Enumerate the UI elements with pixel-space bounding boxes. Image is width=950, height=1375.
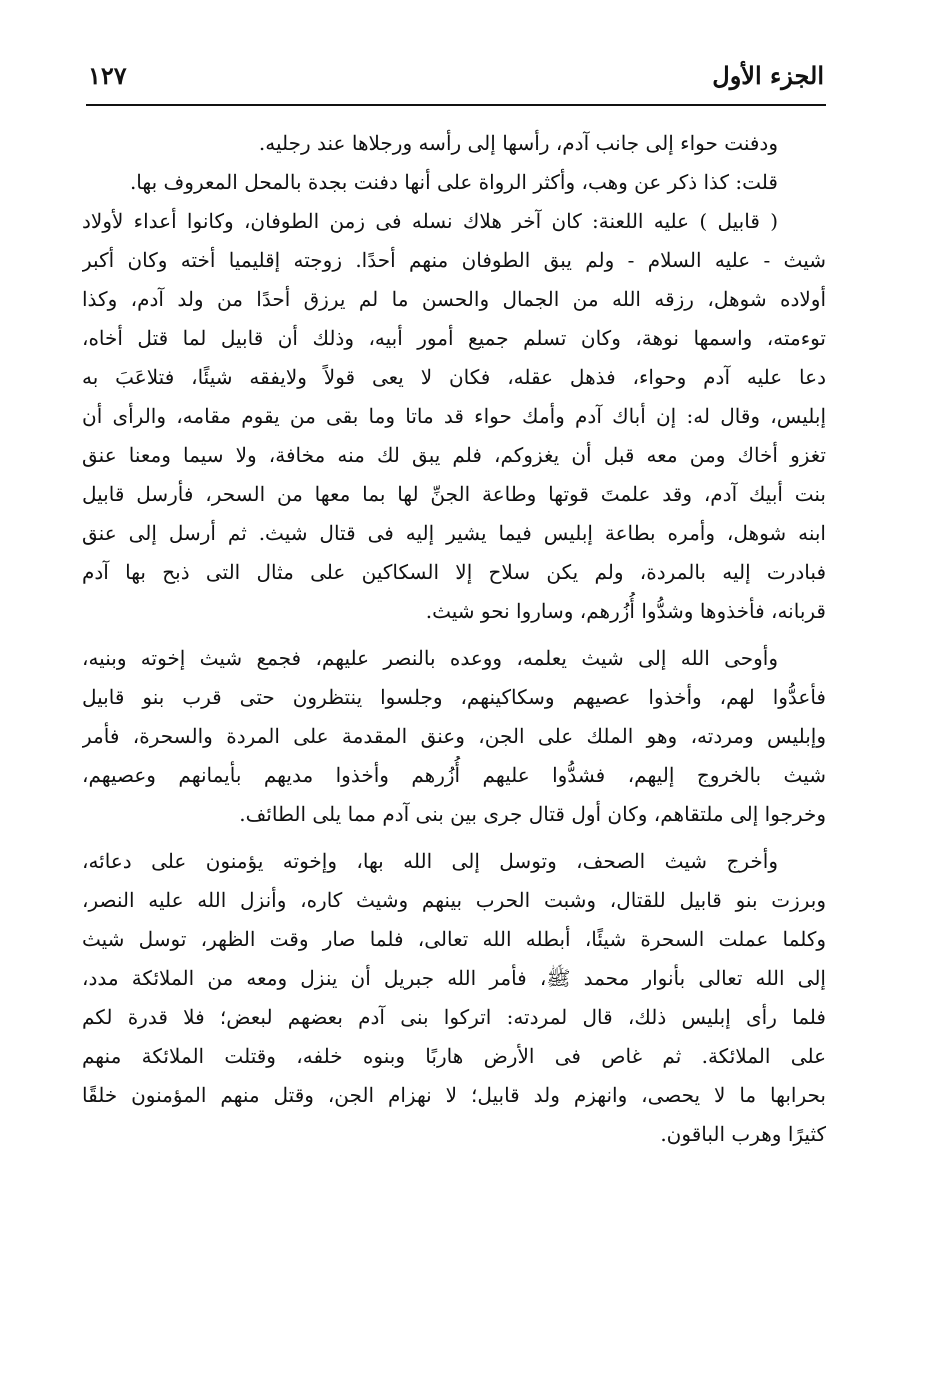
text-line: أولاده شوهل، رزقه الله من الجمال والحسن ما لم يرزق أحدًا من ولد آدم، وكذا bbox=[82, 287, 826, 311]
text-line: شيث - عليه السلام - ولم يبق الطوفان منهم أحدًا. زوجته إقليميا أخته وكان أكبر bbox=[82, 248, 826, 272]
text-line: توءمته، واسمها نوهة، وكان تسلم جميع أمور أبيه، وذلك أن قابيل لما قتل أخاه، bbox=[82, 326, 826, 350]
text-line: كثيرًا وهرب الباقون. bbox=[660, 1122, 826, 1146]
paragraph bbox=[82, 842, 826, 1154]
text-line: وأوحى الله إلى شيث يعلمه، ووعده بالنصر عليهم، فجمع شيث إخوته وبنيه، bbox=[82, 646, 778, 670]
running-title: الجزء الأول bbox=[712, 61, 824, 90]
text-line: وإبليس ومردته، وهو الملك على الجن، وعنق المقدمة على المردة والسحرة، فأمر bbox=[82, 724, 826, 748]
text-line: قلت: كذا ذكر عن وهب، وأكثر الرواة على أنها دفنت بجدة بالمحل المعروف بها. bbox=[129, 170, 778, 194]
paragraph bbox=[82, 639, 826, 834]
text-line: إبليس، وقال له: إن أباك آدم وأمك حواء قد ماتا وما بقى من يقوم مقامه، والرأى أن bbox=[82, 404, 826, 428]
text-line: ( قابيل ) عليه اللعنة: كان آخر هلاك نسله فى زمن الطوفان، وكانوا أعداء لأولاد bbox=[82, 209, 778, 233]
text-line: وخرجوا إلى ملتقاهم، وكان أول قتال جرى بين بنى آدم مما يلى الطائف. bbox=[239, 802, 826, 826]
text-line: وبرزت بنو قابيل للقتال، وشبت الحرب بينهم وشيث كاره، وأنزل الله عليه النصر، bbox=[82, 888, 826, 912]
paragraph bbox=[82, 124, 826, 163]
text-line: فلما رأى إبليس ذلك، قال لمردته: اتركوا بنى آدم بعضهم لبعض؛ فلا قدرة لكم bbox=[82, 1005, 826, 1029]
paragraph-gap bbox=[82, 834, 826, 842]
text-line: بنت أبيك آدم، وقد علمتَ قوتها وطاعة الجنِّ لها بما معها من السحر، فأرسل قابيل bbox=[82, 482, 826, 506]
text-line: فبادرت إليه بالمردة، ولم يكن سلاح إلا السكاكين على مثال التى ذبح بها آدم bbox=[82, 560, 826, 584]
text-line: دعا عليه آدم وحواء، فذهل عقله، فكان لا يعى قولاً ولايفقه شيئًا، فتلاعَبَ به bbox=[82, 365, 826, 389]
page-body bbox=[82, 124, 826, 1154]
text-line: ابنه شوهل، وأمره بطاعة إبليس فيما يشير إليه فى قتال شيث. ثم أرسل إلى عنق bbox=[82, 521, 826, 545]
page-header bbox=[88, 58, 824, 98]
paragraph bbox=[82, 163, 826, 202]
text-line: على الملائكة. ثم غاص فى الأرض هاربًا وبنوه خلفه، وقتلت الملائكة منهم bbox=[82, 1044, 826, 1068]
paragraph bbox=[82, 202, 826, 631]
text-line: وكلما عملت السحرة شيئًا، أبطله الله تعالى، فلما صار وقت الظهر، توسل شيث bbox=[82, 927, 826, 951]
text-line: قربانه، فأخذوها وشدُّوا أُزُرهم، وساروا نحو شيث. bbox=[425, 599, 826, 623]
text-line: شيث بالخروج إليهم، فشدُّوا عليهم أُزُرهم وأخذوا مديهم بأيمانهم وعصيهم، bbox=[82, 763, 826, 787]
text-line: ودفنت حواء إلى جانب آدم، رأسها إلى رأسه ورجلاها عند رجليه. bbox=[258, 131, 778, 155]
text-line: تغزو أخاك ومن معه قبل أن يغزوكم، فلم يبق لك منه مخافة، ولا سيما ومعنا عنق bbox=[82, 443, 826, 467]
text-line: بحرابها ما لا يحصى، وانهزم ولد قابيل؛ لا نهزام الجن، وقتل منهم المؤمنون خلقًا bbox=[82, 1083, 826, 1107]
text-line: إلى الله تعالى بأنوار محمد ﷺ، فأمر الله جبريل أن ينزل ومعه من الملائكة مدد، bbox=[82, 966, 826, 990]
header-rule bbox=[86, 104, 826, 106]
text-line: فأعدُّوا لهم، وأخذوا عصيهم وسكاكينهم، وجلسوا ينتظرون حتى قرب بنو قابيل bbox=[82, 685, 826, 709]
text-line: وأخرج شيث الصحف، وتوسل إلى الله بها، وإخوته يؤمنون على دعائه، bbox=[82, 849, 778, 873]
paragraph-gap bbox=[82, 631, 826, 639]
page-number: ١٢٧ bbox=[88, 61, 127, 90]
